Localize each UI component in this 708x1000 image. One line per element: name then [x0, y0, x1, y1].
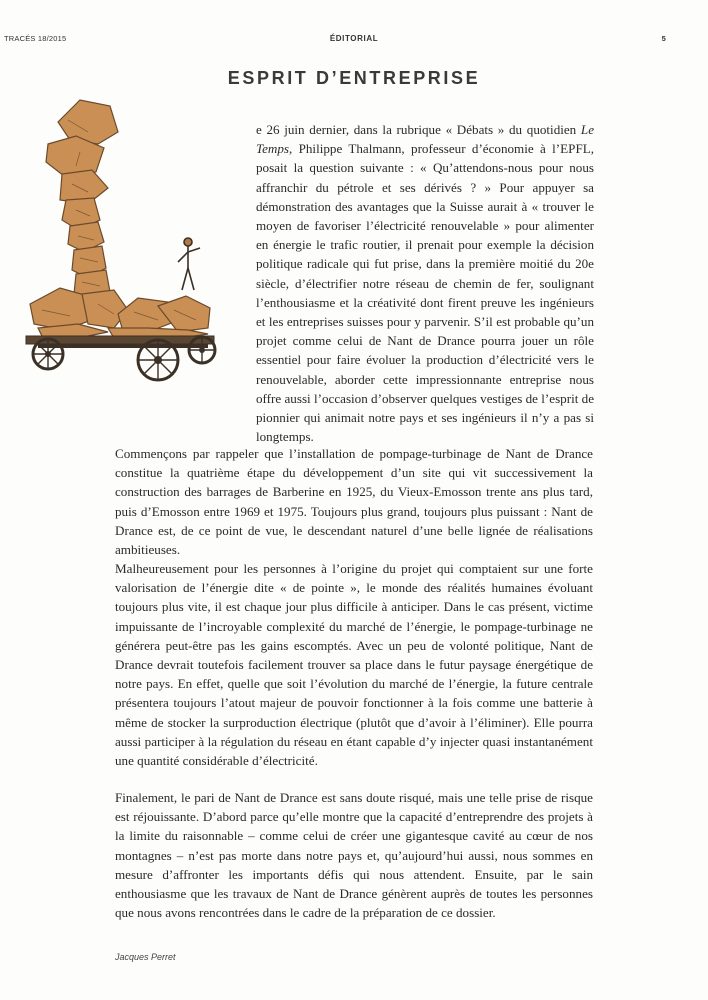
section-label: ÉDITORIAL: [329, 34, 379, 43]
paragraph-2: Commençons par rappeler que l’installation de pompage-turbinage de Nant de Drance constitue la quatrième étape du développement d’un site qui vit successivement la construction des barrages de Barberine en 1925, du Vieux-Emosson trente ans plus tard, puis d’Emosson entre 1969 et 1975. Toujours plus grand, toujours plus puissant : Nant de Drance est, de ce point de vue, le descendant naturel d’une belle lignée de réalisations ambitieuses.: [115, 446, 593, 558]
paragraph-intro: [256, 120, 594, 446]
rock-cart-illustration-icon: [18, 92, 223, 392]
running-header-left: TRACÉS 18/2015: [4, 34, 67, 43]
page-title: ESPRIT D’ENTREPRISE: [227, 68, 481, 88]
paragraph-3: Malheureusement pour les personnes à l’origine du projet qui comptaient sur une forte valorisation de l’énergie dite « de pointe », le monde des réalités humaines évoluant toujours plus vite, il est chaque jour plus difficile à anticiper. Dans le cas présent, victime impuissante de l’incroyable complexité du marché de l’énergie, le pompage-turbinage ne générera peut-être pas les gains escomptés. Avec un peu de volonté politique, Nant de Drance devrait toutefois facilement trouver sa place dans le futur paysage énergétique de notre pays. En effet, quelle que soit l’évolution du marché de l’énergie, la future centrale présentera toujours l’atout majeur de pouvoir fonctionner à la fois comme une batterie à même de stocker la surproduction électrique (plutôt que d’avoir à l’éliminer). Elle pourra aussi participer à la régulation du réseau en étant capable d’y injecter quasi instantanément une quantité considérable d’électricité.: [115, 561, 593, 769]
author-signature: Jacques Perret: [115, 952, 176, 962]
figure-on-cart: [178, 238, 200, 290]
paragraph-4: Finalement, le pari de Nant de Drance est sans doute risqué, mais une telle prise de risque est réjouissante. D’abord parce qu’elle montre que la capacité d’entreprendre des projets à la limite du raisonnable – comme celui de créer une gigantesque cavité au cœur de nos montagnes – n’est pas morte dans notre pays et, qu’aujourd’hui aussi, nous sommes en mesure d’affronter les importants défis qui nous attendent. Ensuite, par le sain enthousiasme que les travaux de Nant de Drance génèrent auprès de toutes les personnes que nous avons rencontrées dans le cadre de la préparation de ce dossier.: [115, 790, 593, 921]
intro-text-c: , Philippe Thalmann, professeur d’économie à l’EPFL, posait la question suivante : « Qu’attendons-nous pour nous affranchir du pétrole et ses dérivés ? » Pour appuyer sa démonstration des avantages que la Suisse aurait à « trouver le moyen de favoriser l’électricité renouvelable » pour alimenter en énergie le trafic routier, il prenait pour exemple la décision politique radicale qui fut prise, dans la première moitié du 20e siècle, d’électrifier notre réseau de chemin de fer, soulignant l’enthousiasme et la créativité dont firent preuve les ingénieurs et les entreprises suisses pour y parvenir. S’il est probable qu’un projet comme celui de Nant de Drance pourra jouer un rôle essentiel pour faire évoluer la production d’électricité vers le renouvelable, aborder cette impressionnante entreprise nous offre aussi l’occasion d’observer quelques vestiges de l’esprit de pionnier qui animait notre pays et ses ingénieurs il n’y a pas si longtemps.: [256, 141, 594, 445]
intro-text-a: e 26 juin dernier, dans la rubrique « Débats » du quotidien: [256, 122, 581, 137]
newspaper-name: Le Temps: [256, 122, 594, 157]
page-number: 5: [661, 34, 666, 43]
